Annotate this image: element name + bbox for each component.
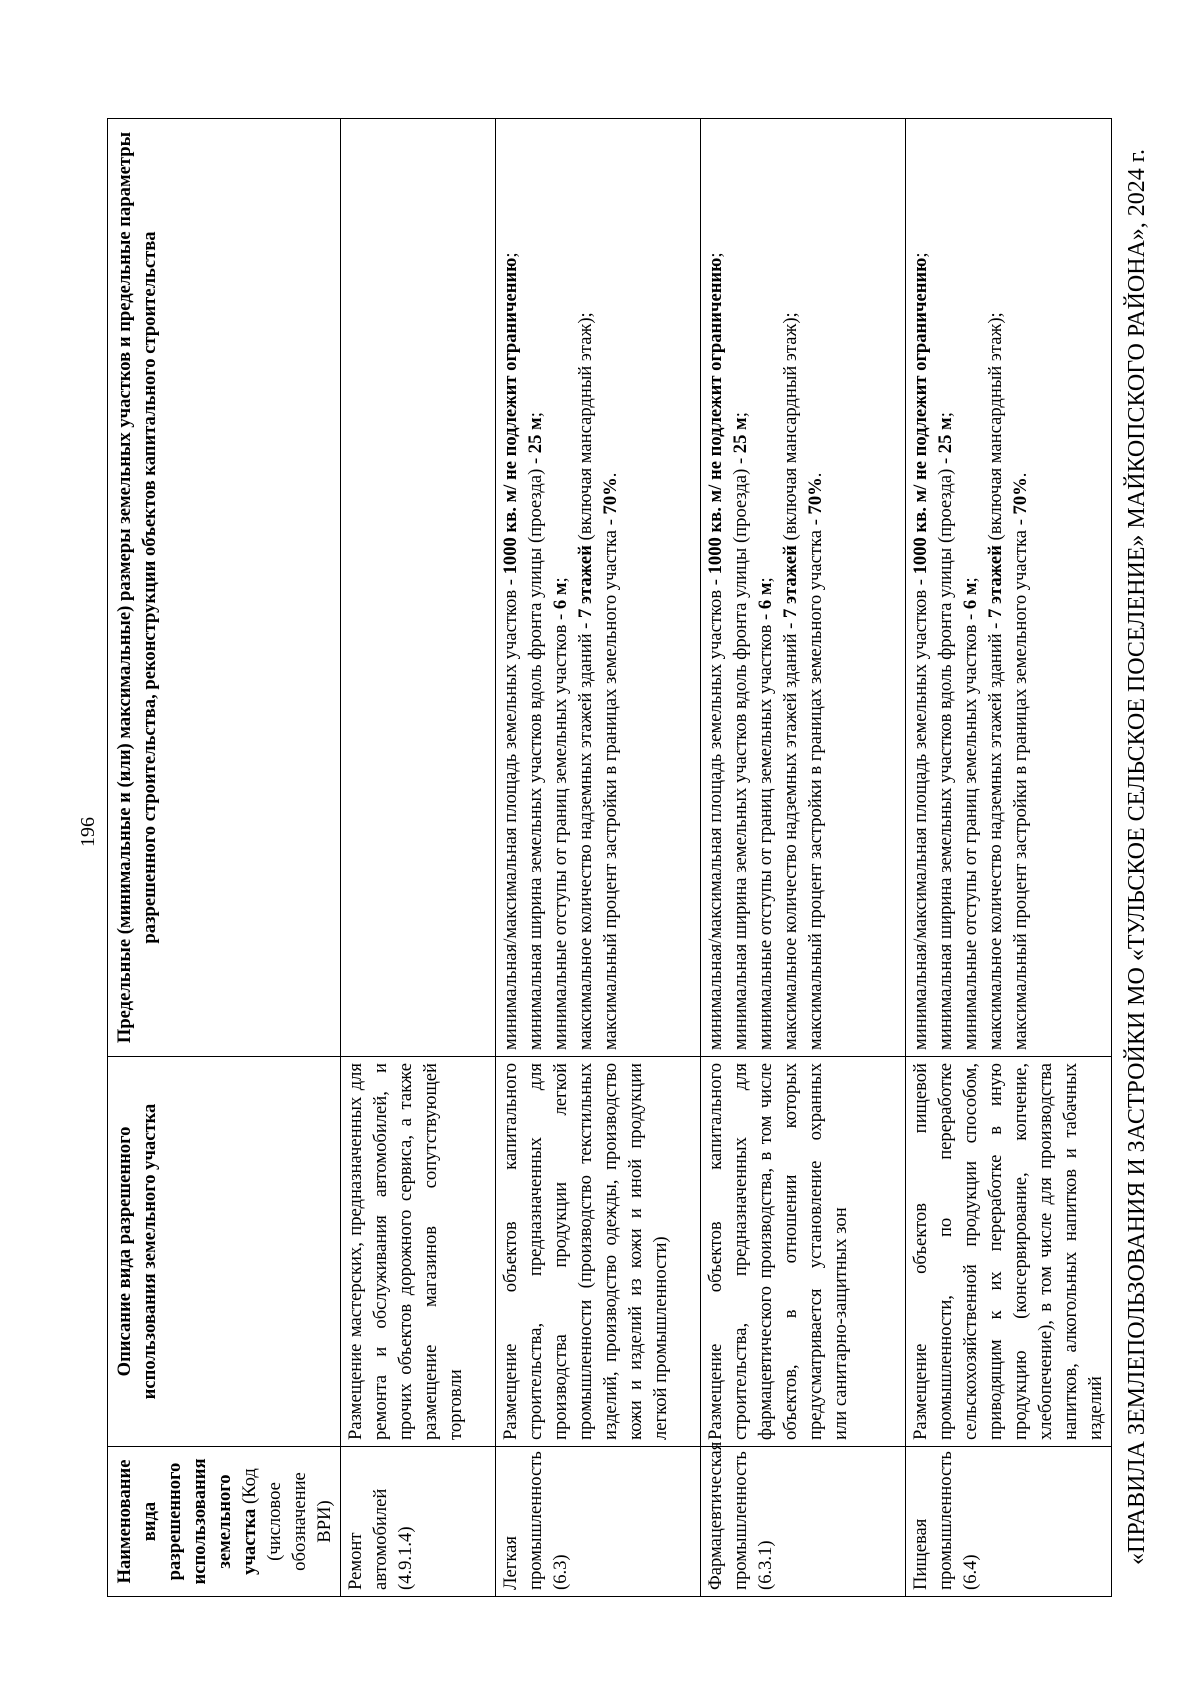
param-setback: минимальные отступы от границ земельных участков - 6 м;: [755, 577, 776, 1050]
row-name: Фармацевтическая промышленность (6.3.1): [701, 1447, 906, 1597]
param-area: минимальная/максимальная площадь земельных участков - 1000 кв. м/ не подлежит ограничению;: [705, 252, 726, 1050]
row-description: Размещение мастерских, предназначенных для ремонта и обслуживания автомобилей, и прочих объектов дорожного сервиса, а также размещение магазинов сопутствующей торговли: [341, 1057, 496, 1447]
header-name-code: (Код (числовое обозначение ВРИ): [239, 1468, 335, 1571]
header-cell-name: [108, 1447, 341, 1597]
row-name: Легкая промышленность (6.3): [496, 1447, 701, 1597]
table-row: [906, 119, 1112, 1597]
header-cell-description: Описание вида разрешенного использования земельного участка: [108, 1057, 341, 1447]
land-use-table: [107, 118, 1112, 1597]
param-width: минимальная ширина земельных участков вдоль фронта улицы (проезда) - 25 м;: [935, 412, 956, 1050]
param-floors: максимальное количество надземных этажей зданий - 7 этажей (включая мансардный этаж);: [985, 312, 1006, 1050]
param-setback: минимальные отступы от границ земельных участков - 6 м;: [960, 577, 981, 1050]
row-parameters-empty: [341, 119, 496, 1057]
row-name: Ремонт автомобилей (4.9.1.4): [341, 1447, 496, 1597]
param-area: минимальная/максимальная площадь земельных участков - 1000 кв. м/ не подлежит ограничению;: [500, 252, 521, 1050]
header-cell-parameters: Предельные (минимальные и (или) максимальные) размеры земельных участков и предельные параметры разрешенного строительства, реконструкции объектов капитального строительства: [108, 119, 341, 1057]
row-description: Размещение объектов пищевой промышленности, по переработке сельскохозяйственной продукции способом, приводящим к их переработке в иную продукцию (консервирование, копчение, хлебопечение), в том числе для производства напитков, алкогольных напитков и табачных изделий: [906, 1057, 1112, 1447]
param-setback: минимальные отступы от границ земельных участков - 6 м;: [550, 577, 571, 1050]
row-parameters: [496, 119, 701, 1057]
param-coverage: максимальный процент застройки в границах земельного участка - 70%.: [1010, 472, 1031, 1050]
param-floors: максимальное количество надземных этажей зданий - 7 этажей (включая мансардный этаж);: [575, 312, 596, 1050]
row-name: Пищевая промышленность (6.4): [906, 1447, 1112, 1597]
document-footer: «ПРАВИЛА ЗЕМЛЕПОЛЬЗОВАНИЯ И ЗАСТРОЙКИ МО «ТУЛЬСКОЕ СЕЛЬСКОЕ ПОСЕЛЕНИЕ» МАЙКОПСКОГО РАЙОНА», 2024 г.: [1124, 149, 1150, 1565]
param-floors: максимальное количество надземных этажей зданий - 7 этажей (включая мансардный этаж);: [780, 312, 801, 1050]
header-name-bold: Наименование вида разрешенного использования земельного участка: [114, 1458, 260, 1585]
param-area: минимальная/максимальная площадь земельных участков - 1000 кв. м/ не подлежит ограничению;: [910, 252, 931, 1050]
table-row: [701, 119, 906, 1597]
table-header-row: [108, 119, 341, 1597]
param-width: минимальная ширина земельных участков вдоль фронта улицы (проезда) - 25 м;: [730, 412, 751, 1050]
row-description: Размещение объектов капитального строительства, предназначенных для фармацевтического производства, в том числе объектов, в отношении которых предусматривается установление охранных или санитарно-защитных зон: [701, 1057, 906, 1447]
row-description: Размещение объектов капитального строительства, предназначенных для производства продукции легкой промышленности (производство текстильных изделий, производство одежды, производство кожи и изделий из кожи и иной продукции легкой промышленности): [496, 1057, 701, 1447]
row-parameters: [906, 119, 1112, 1057]
param-width: минимальная ширина земельных участков вдоль фронта улицы (проезда) - 25 м;: [525, 412, 546, 1050]
page-number: 196: [77, 817, 99, 847]
table-row: [341, 119, 496, 1597]
param-coverage: максимальный процент застройки в границах земельного участка - 70%.: [600, 472, 621, 1050]
row-parameters: [701, 119, 906, 1057]
param-coverage: максимальный процент застройки в границах земельного участка - 70%.: [805, 472, 826, 1050]
table-row: [496, 119, 701, 1597]
